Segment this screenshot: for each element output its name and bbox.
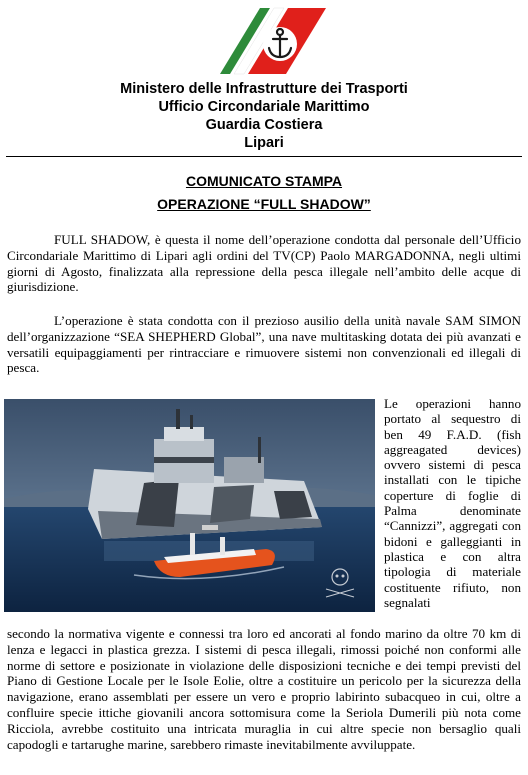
paragraph-sequestro: Le operazioni hanno portato al sequestro di ben 49 F.A.D. (fish aggreagated devices) ovvero sistemi di pesca installati con le tipiche coperture di foglie di Palma denominate “Cannizzi”, aggregati con bidoni e galleggianti in plastica e con altra tipologia di materiale costituente rifiuto, non segnalati	[384, 396, 521, 610]
header-ufficio: Ufficio Circondariale Marittimo	[158, 99, 370, 115]
paragraph-dettagli: secondo la normativa vigente e connessi tra loro ed ancorati al fondo marino da oltre 70 km di lenza e legacci in plastica grezza. I sistemi di pesca illegali, rimossi poiché non conformi alle norme di settore e posizionate in violazione delle disposizioni tecniche e dei tempi previsti del Piano di Gestione Locale per le Isole Eolie, oltre a costituire un pericolo per la sicurezza della navigazione, erano assemblati per essere un vero e proprio labirinto subacqueo in cui, oltre a confluire specie ittiche giovanili ancora sottomisura come la Seriola Dumerili più nota come Ricciola, avrebbe costituito una intricata muraglia in cui altre specie non bersaglio quali capodogli e tartarughe marine, sarebbero rimaste inevitabilmente avviluppate.	[7, 626, 521, 752]
paragraph-operazione: L’operazione è stata condotta con il prezioso ausilio della unità navale SAM SIMON dell’organizzazione “SEA SHEPHERD Global”, una nave multitasking dotata dei più avanzati e versatili equipaggiamenti per rintracciare e rimuovere sistemi non convenzionali ed illegali di pesca.	[7, 313, 521, 376]
header-guardia-costiera: Guardia Costiera	[205, 117, 323, 133]
header-divider	[6, 156, 522, 157]
title-operazione: OPERAZIONE “FULL SHADOW”	[157, 196, 371, 212]
title-comunicato-stampa: COMUNICATO STAMPA	[185, 173, 343, 189]
header-ministero: Ministero delle Infrastrutture dei Trasporti	[120, 81, 408, 97]
coast-guard-logo-icon	[218, 6, 328, 78]
header-lipari: Lipari	[244, 135, 284, 151]
paragraph-intro: FULL SHADOW, è questa il nome dell’operazione condotta dal personale dell’Ufficio Circondariale Marittimo di Lipari agli ordini del TV(CP) Paolo MARGADONNA, negli ultimi giorni di Agosto, finalizzata alla repressione della pesca illegale nell’ambito delle acque di giurisdizione.	[7, 232, 521, 295]
ship-photo-image	[4, 399, 375, 612]
